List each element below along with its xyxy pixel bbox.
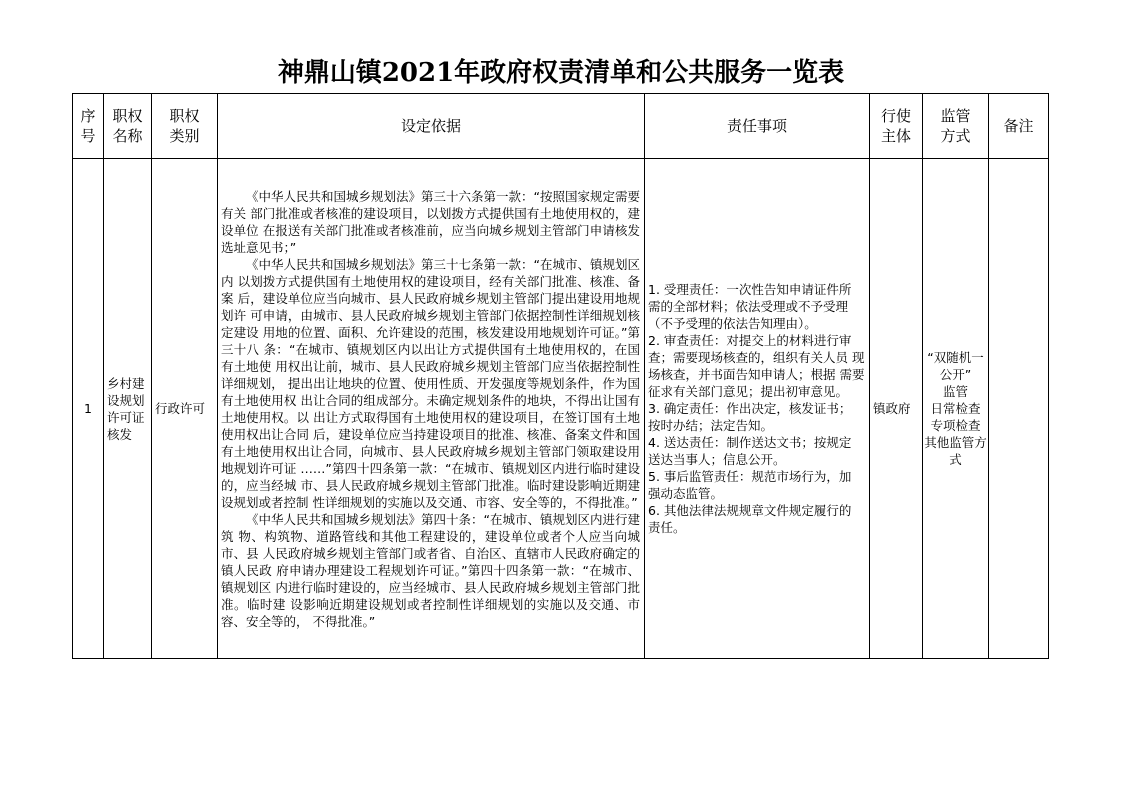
basis-paragraph: 《中华人民共和国城乡规划法》第四十条：“在城市、镇规划区内进行建筑 物、构筑物、道路管线和其他工程建设的，建设单位或者个人应当向城市、县 人民政府城乡规划主管部门或者省、自治区、直辖市人民政府确定的镇人民政 府申请办理建设工程规划许可证。”第四十四条第一款：“在城市、镇规划区 内进行临时建设的，应当经城市、县人民政府城乡规划主管部门批准。临时建 设影响近期建设规划或者控制性详细规划的实施以及交通、市容、安全等的， 不得批准。”: [221, 511, 640, 629]
cell-seq: 1: [73, 159, 104, 659]
header-authority-name: 职权 名称: [104, 94, 152, 159]
cell-legal-basis: [218, 159, 645, 659]
responsibility-item: 2. 审查责任：对提交上的材料进行审 查；需要现场核查的，组织有关人员 现场核查，并书面告知申请人；根据 需要征求有关部门意见；提出初审意见。: [648, 333, 865, 399]
table-row: [73, 159, 1049, 659]
basis-paragraph: 《中华人民共和国城乡规划法》第三十七条第一款：“在城市、镇规划区内 以划拨方式提供国有土地使用权的建设项目，经有关部门批准、核准、备案 后，建设单位应当向城市、县人民政府城乡规划主管部门提出建设用地规划许 可申请，由城市、县人民政府城乡规划主管部门依据控制性详细规划核定建设 用地的位置、面积、允许建设的范围，核发建设用地规划许可证。”第三十八 条：“在城市、镇规划区内以出让方式提供国有土地使用权的，在国有土地使 用权出让前，城市、县人民政府城乡规划主管部门应当依据控制性详细规划， 提出出让地块的位置、使用性质、开发强度等规划条件，作为国有土地使用权 出让合同的组成部分。未确定规划条件的地块，不得出让国有土地使用权。以 出让方式取得国有土地使用权的建设项目，在签订国有土地使用权出让合同 后，建设单位应当持建设项目的批准、核准、备案文件和国有土地使用权出让合同，向城市、县人民政府城乡规划主管部门领取建设用地规划许可证 ……”第四十四条第一款：“在城市、镇规划区内进行临时建设的，应当经城 市、县人民政府城乡规划主管部门批准。临时建设影响近期建设规划或者控制 性详细规划的实施以及交通、市容、安全等的，不得批准。”: [221, 256, 640, 510]
table-header-row: [73, 94, 1049, 159]
cell-executing-subject: 镇政府: [870, 159, 923, 659]
header-supervision-method: 监管 方式: [923, 94, 989, 159]
header-legal-basis: 设定依据: [218, 94, 645, 159]
header-authority-category: 职权 类别: [152, 94, 218, 159]
header-seq: 序 号: [73, 94, 104, 159]
responsibility-item: 1. 受理责任：一次性告知申请证件所 需的全部材料；依法受理或不予受理 （不予受理的依法告知理由）。: [648, 282, 852, 331]
supervision-line: 日常检查: [930, 401, 981, 416]
responsibility-item: 3. 确定责任：作出决定，核发证书； 按时办结；法定告知。: [648, 401, 852, 433]
page-title: 神鼎山镇2021年政府权责清单和公共服务一览表: [277, 58, 845, 88]
authority-list-table: [72, 93, 1049, 659]
header-executing-subject: 行使 主体: [870, 94, 923, 159]
responsibility-item: 4. 送达责任：制作送达文书；按规定 送达当事人；信息公开。: [648, 435, 852, 467]
supervision-line: 其他监管方式: [924, 435, 987, 467]
responsibility-item: 5. 事后监管责任：规范市场行为，加 强动态监管。: [648, 469, 852, 501]
cell-authority-category: 行政许可: [152, 159, 218, 659]
supervision-line: 监管: [942, 384, 968, 399]
supervision-line: “双随机一公开”: [927, 350, 984, 382]
cell-responsibility: [645, 159, 870, 659]
basis-paragraph: 《中华人民共和国城乡规划法》第三十六条第一款：“按照国家规定需要有关 部门批准或者核准的建设项目，以划拨方式提供国有土地使用权的，建设单位 在报送有关部门批准或者核准前，应当向城乡规划主管部门申请核发选址意见书；”: [221, 188, 640, 255]
header-responsibility: 责任事项: [645, 94, 870, 159]
cell-supervision-method: [923, 159, 989, 659]
supervision-line: 专项检查: [930, 418, 981, 433]
cell-authority-name: 乡村建设规划许可证核发: [104, 159, 152, 659]
cell-remarks: [989, 159, 1049, 659]
responsibility-item: 6. 其他法律法规规章文件规定履行的 责任。: [648, 503, 852, 535]
header-remarks: 备注: [989, 94, 1049, 159]
